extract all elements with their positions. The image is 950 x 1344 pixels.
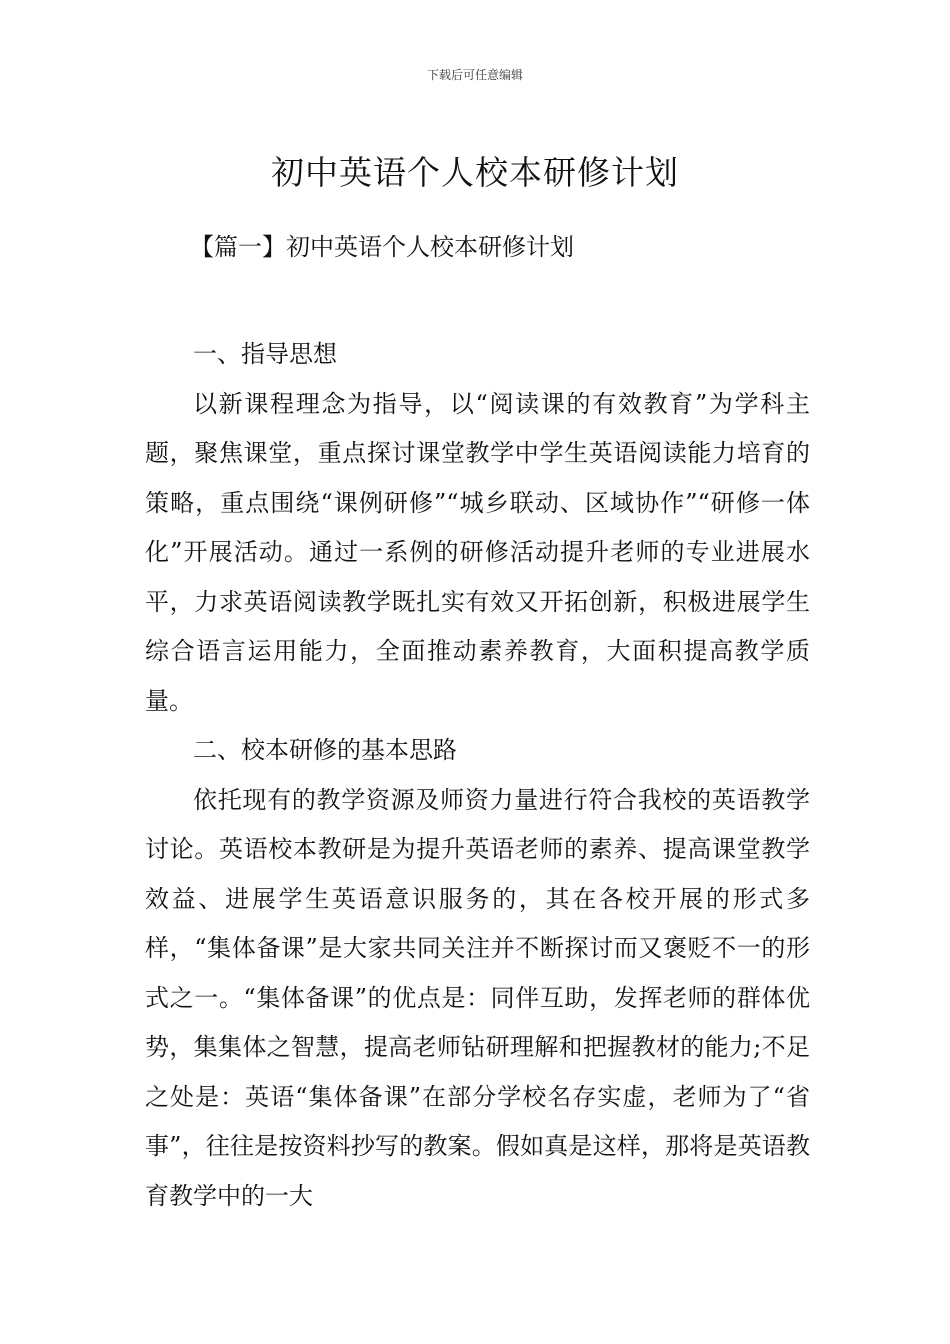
document-subtitle: 【篇一】初中英语个人校本研修计划 — [190, 233, 574, 261]
document-title: 初中英语个人校本研修计划 — [271, 153, 679, 193]
section-paragraph: 以新课程理念为指导，以“阅读课的有效教育”为学科主题，聚焦课堂，重点探讨课堂教学中学生英语阅读能力培育的策略，重点围绕“课例研修”“城乡联动、区域协作”“研修一体化”开展活动。通过一系例的研修活动提升老师的专业进展水平，力求英语阅读教学既扎实有效又开拓创新，积极进展学生综合语言运用能力，全面推动素养教育，大面积提高教学质量。 — [145, 389, 810, 715]
section-heading: 二、校本研修的基本思路 — [193, 736, 457, 764]
section-paragraph: 依托现有的教学资源及师资力量进行符合我校的英语教学讨论。英语校本教研是为提升英语老师的素养、提高课堂教学效益、进展学生英语意识服务的，其在各校开展的形式多样，“集体备课”是大家共同关注并不断探讨而又褒贬不一的形式之一。“集体备课”的优点是：同伴互助，发挥老师的群体优势，集集体之智慧，提高老师钻研理解和把握教材的能力;不足之处是：英语“集体备课”在部分学校名存实虚，老师为了“省事”，往往是按资料抄写的教案。假如真是这样，那将是英语教育教学中的一大 — [145, 785, 810, 1210]
header-note: 下载后可任意编辑 — [426, 68, 523, 82]
section-heading: 一、指导思想 — [193, 340, 337, 368]
document-body — [145, 330, 810, 1221]
